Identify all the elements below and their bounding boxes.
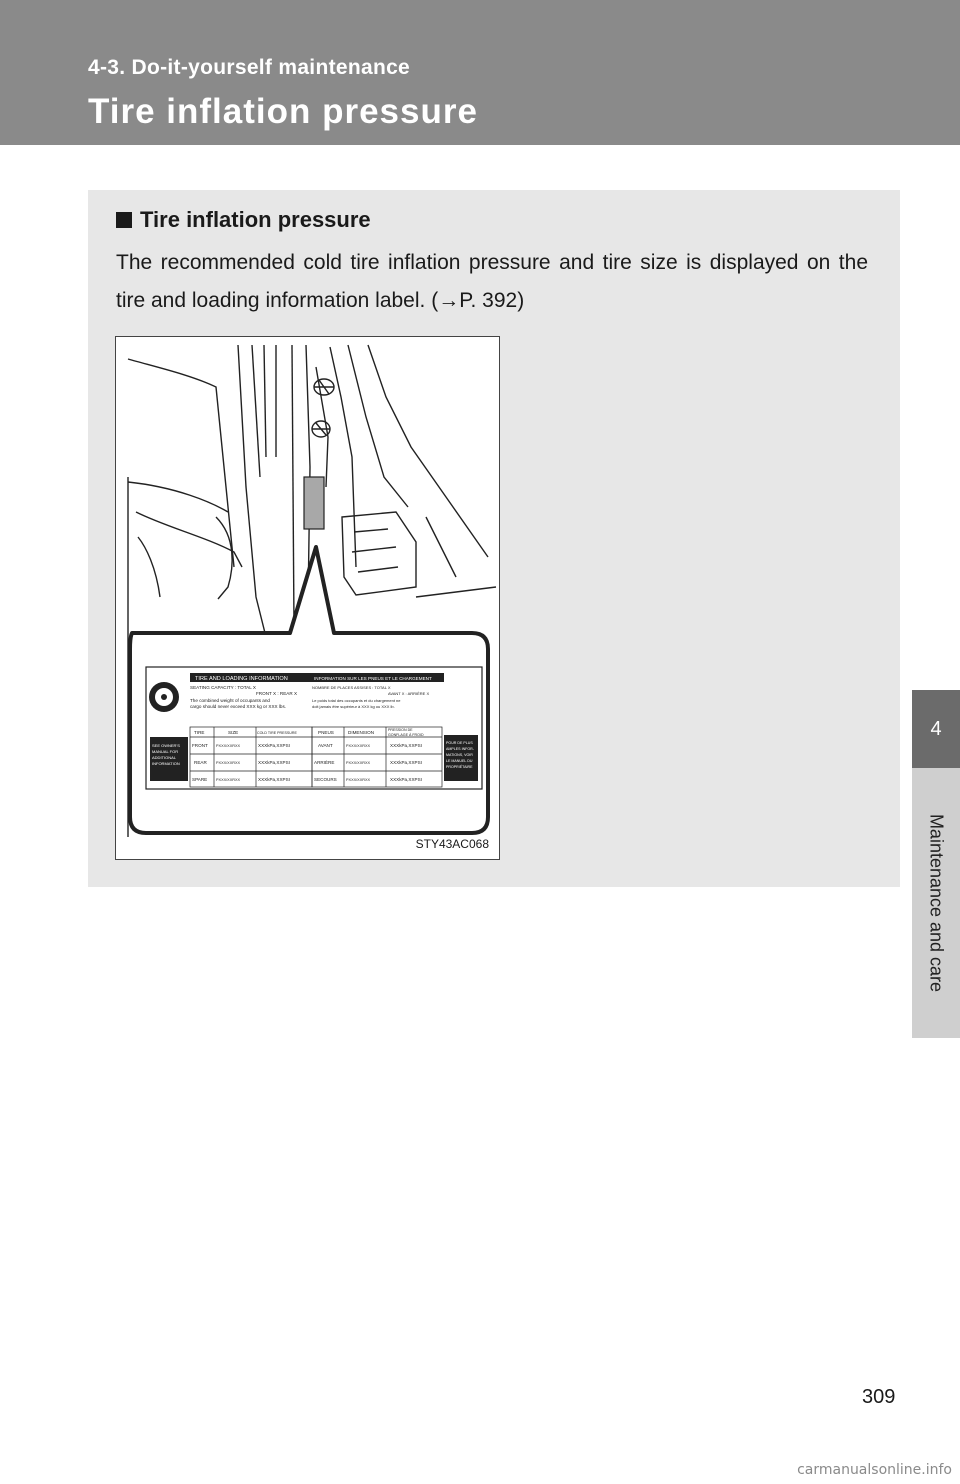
row-fr-1-pressure: XXXkPa,XXPSI — [390, 760, 422, 765]
col-pressure: COLD TIRE PRESSURE — [257, 731, 297, 735]
pour-plus-5: PROPRIÉTAIRE — [446, 765, 473, 769]
square-bullet-icon — [116, 212, 132, 228]
col-dimension: DIMENSION — [348, 730, 375, 735]
seating-en-2: FRONT X : REAR X — [256, 691, 298, 696]
page-number: 309 — [862, 1386, 896, 1408]
see-owner-4: INFORMATION — [152, 761, 180, 766]
row-fr-1-tire: ARRIÈRE — [314, 760, 335, 765]
label-title-fr: INFORMATION SUR LES PNEUS ET LE CHARGEMENT — [314, 676, 432, 681]
chapter-number: 4 — [912, 690, 960, 768]
row-en-0-tire: FRONT — [192, 743, 208, 748]
col-tire: TIRE — [194, 730, 205, 735]
row-en-2-size: PXXX/XXRXX — [216, 778, 241, 782]
row-fr-2-tire: SECOURS — [314, 777, 337, 782]
watermark: carmanualsonline.info — [797, 1462, 952, 1478]
col-pression-1: PRESSION DE — [388, 728, 413, 732]
row-fr-1-size: PXXX/XXRXX — [346, 761, 371, 765]
row-fr-0-size: PXXX/XXRXX — [346, 744, 371, 748]
section-title: 4-3. Do-it-yourself maintenance — [88, 56, 411, 79]
seating-fr-2: AVANT X : ARRIÈRE X — [388, 691, 430, 696]
pour-plus-3: MATIONS, VOIR — [446, 753, 473, 757]
page-header — [0, 0, 960, 145]
chapter-label: Maintenance and care — [926, 813, 947, 993]
pour-plus-1: POUR DE PLUS — [446, 741, 473, 745]
subheading-text: Tire inflation pressure — [140, 207, 371, 232]
pour-plus-4: LE MANUEL DU — [446, 759, 473, 763]
see-owner-2: MANUAL FOR — [152, 749, 179, 754]
row-fr-0-tire: AVANT — [318, 743, 333, 748]
pour-plus-2: AMPLES INFOR- — [446, 747, 474, 751]
chapter-tab[interactable] — [912, 0, 960, 1484]
weight-en-1: The combined weight of occupants and — [190, 698, 270, 703]
seating-fr: NOMBRE DE PLACES ASSISES : TOTAL X — [312, 685, 391, 690]
tire-label-figure — [115, 336, 500, 860]
row-en-0-pressure: XXXkPa,XXPSI — [258, 743, 290, 748]
subheading — [116, 207, 371, 233]
seating-en: SEATING CAPACITY : TOTAL X — [190, 685, 256, 690]
row-en-2-tire: SPARE — [192, 777, 208, 782]
weight-en-2: cargo should never exceed XXX kg or XXX lbs. — [190, 704, 287, 709]
tire-icon — [149, 682, 179, 712]
body-paragraph: The recommended cold tire inflation pressure and tire size is displayed on the tire and loading information label. (→P. 392) — [116, 251, 868, 312]
weight-fr-1: Le poids total des occupants et du chargement ne — [312, 698, 401, 703]
col-pneus: PNEUS — [318, 730, 334, 735]
page-title: Tire inflation pressure — [88, 92, 478, 131]
row-en-2-pressure: XXXkPa,XXPSI — [258, 777, 290, 782]
label-title-en: TIRE AND LOADING INFORMATION — [195, 676, 288, 682]
row-en-1-size: PXXX/XXRXX — [216, 761, 241, 765]
row-en-1-tire: REAR — [194, 760, 207, 765]
row-fr-2-pressure: XXXkPa,XXPSI — [390, 777, 422, 782]
row-fr-2-size: PXXX/XXRXX — [346, 778, 371, 782]
see-owner-3: ADDITIONAL — [152, 755, 177, 760]
weight-fr-2: doit jamais être supérieur à XXX kg ou XXX lb. — [312, 704, 395, 709]
col-size: SIZE — [228, 730, 239, 735]
see-owner-1: SEE OWNER'S — [152, 743, 180, 748]
pillar-label-icon — [304, 477, 324, 529]
row-en-0-size: PXXX/XXRXX — [216, 744, 241, 748]
row-en-1-pressure: XXXkPa,XXPSI — [258, 760, 290, 765]
row-fr-0-pressure: XXXkPa,XXPSI — [390, 743, 422, 748]
figure-code: STY43AC068 — [415, 837, 489, 851]
door-pillar-illustration — [116, 337, 499, 859]
col-pression-2: GONFLAGE À FROID — [388, 733, 424, 737]
